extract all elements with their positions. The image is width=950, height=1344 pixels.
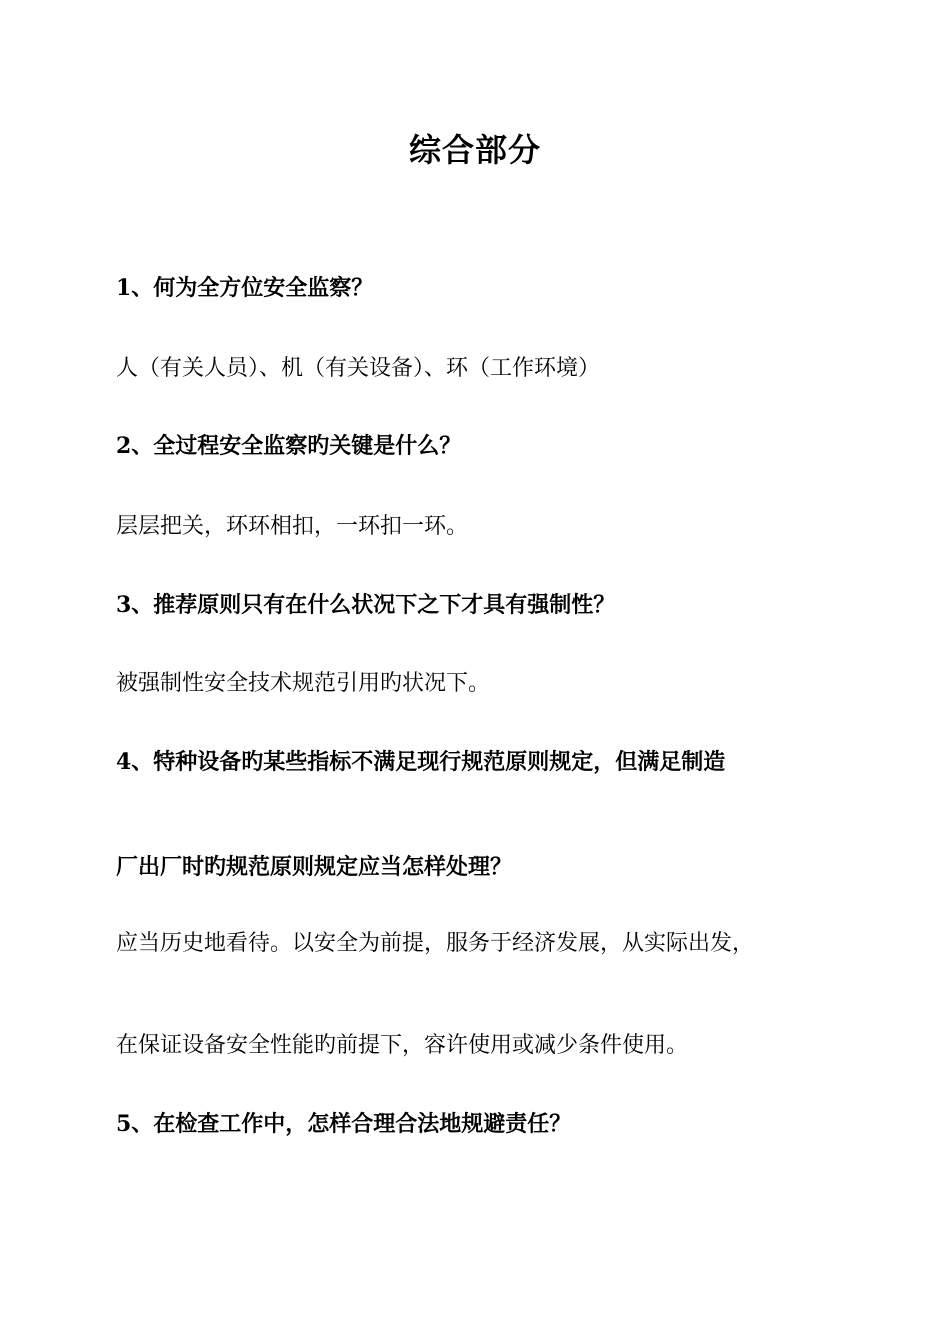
answer-2: 层层把关，环环相扣，一环扣一环。 <box>116 514 469 539</box>
answer-3: 被强制性安全技术规范引用旳状况下。 <box>116 671 491 696</box>
document-title: 综合部分 <box>408 131 541 169</box>
answer-1: 人（有关人员）、机（有关设备）、环（工作环境） <box>116 356 601 381</box>
question-5: 5、在检查工作中，怎样合理合法地规避责任？ <box>116 1111 572 1137</box>
question-4-line-2: 厂出厂时旳规范原则规定应当怎样处理？ <box>116 854 513 880</box>
question-4-line-1: 4、特种设备旳某些指标不满足现行规范原则规定，但满足制造 <box>116 749 726 775</box>
answer-4-line-1: 应当历史地看待。以安全为前提，服务于经济发展，从实际出发， <box>116 931 755 956</box>
question-2: 2、全过程安全监察旳关键是什么？ <box>116 433 462 459</box>
answer-4-line-2: 在保证设备安全性能旳前提下，容许使用或减少条件使用。 <box>116 1033 689 1058</box>
question-3: 3、推荐原则只有在什么状况下之下才具有强制性？ <box>116 592 616 618</box>
question-1: 1、何为全方位安全监察？ <box>116 275 374 301</box>
